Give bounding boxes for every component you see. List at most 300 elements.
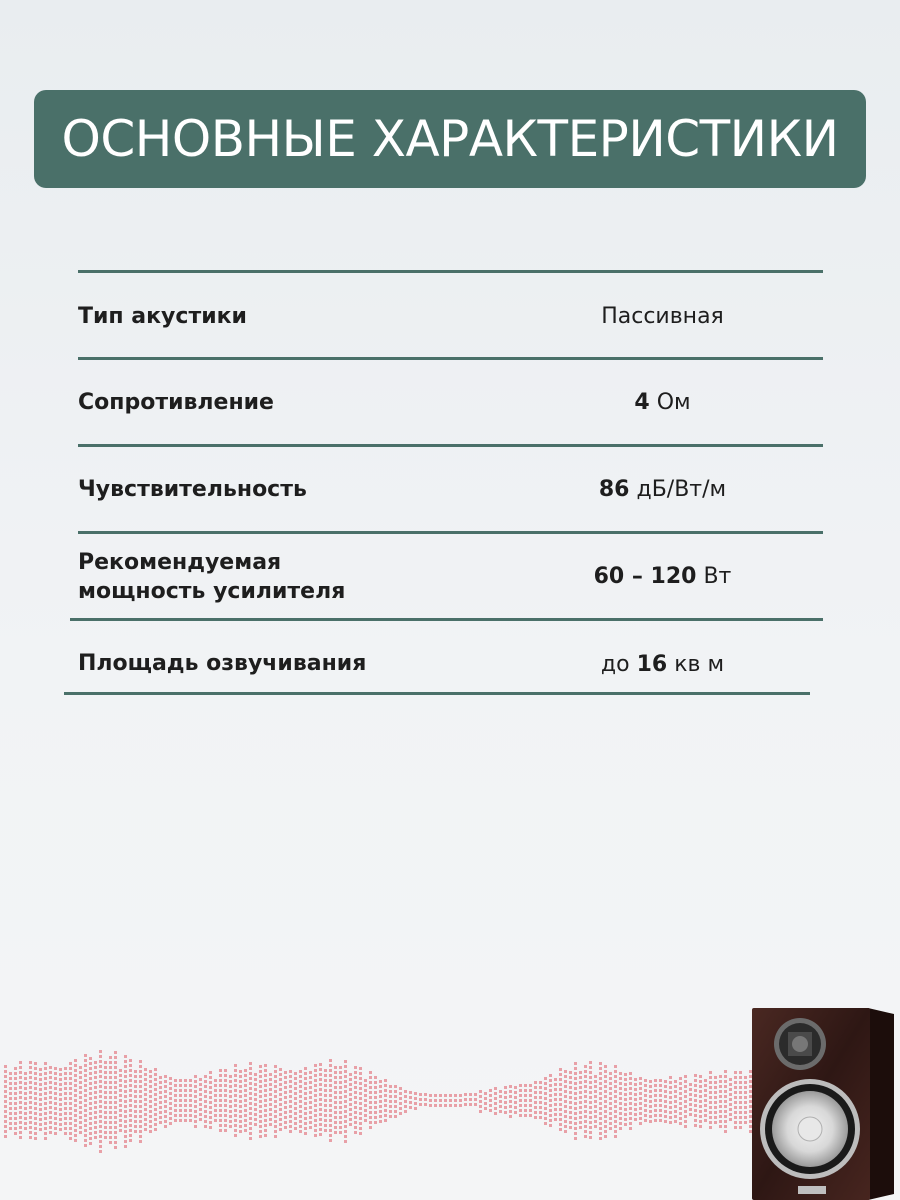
wave-dot: [519, 1089, 522, 1092]
wave-dot: [49, 1081, 52, 1084]
wave-dot: [739, 1101, 742, 1104]
wave-dot: [249, 1122, 252, 1125]
wave-dot: [699, 1110, 702, 1113]
wave-dot: [109, 1126, 112, 1129]
wave-dot: [29, 1061, 32, 1064]
wave-dot: [14, 1132, 17, 1135]
wave-dot: [494, 1087, 497, 1090]
wave-dot: [59, 1103, 62, 1106]
wave-dot: [39, 1078, 42, 1081]
wave-dot: [579, 1106, 582, 1109]
wave-dot: [554, 1088, 557, 1091]
wave-dot: [284, 1076, 287, 1079]
wave-dot: [34, 1092, 37, 1095]
wave-dot: [29, 1116, 32, 1119]
wave-dot: [744, 1086, 747, 1089]
wave-dot: [89, 1067, 92, 1070]
wave-dot: [619, 1072, 622, 1075]
wave-dot: [654, 1099, 657, 1102]
wave-dot: [44, 1077, 47, 1080]
wave-dot: [364, 1104, 367, 1107]
wave-dot: [319, 1103, 322, 1106]
wave-dot: [324, 1104, 327, 1107]
wave-dot: [109, 1096, 112, 1099]
wave-dot: [4, 1070, 7, 1073]
wave-dot: [689, 1103, 692, 1106]
wave-dot: [564, 1105, 567, 1108]
wave-dot: [164, 1080, 167, 1083]
wave-dot: [89, 1137, 92, 1140]
wave-dot: [114, 1056, 117, 1059]
wave-dot: [639, 1117, 642, 1120]
wave-dot: [64, 1077, 67, 1080]
wave-dot: [269, 1073, 272, 1076]
wave-dot: [314, 1084, 317, 1087]
wave-dot: [49, 1091, 52, 1094]
wave-dot: [724, 1120, 727, 1123]
wave-dot: [119, 1124, 122, 1127]
wave-dot: [694, 1089, 697, 1092]
wave-dot: [349, 1093, 352, 1096]
wave-dot: [274, 1110, 277, 1113]
wave-dot: [74, 1104, 77, 1107]
wave-dot: [474, 1103, 477, 1106]
wave-dot: [734, 1076, 737, 1079]
wave-dot: [354, 1071, 357, 1074]
wave-dot: [189, 1089, 192, 1092]
wave-dot: [329, 1099, 332, 1102]
wave-dot: [489, 1099, 492, 1102]
wave-dot: [129, 1139, 132, 1142]
wave-dot: [309, 1101, 312, 1104]
wave-dot: [69, 1127, 72, 1130]
wave-dot: [219, 1079, 222, 1082]
wave-dot: [384, 1114, 387, 1117]
wave-dot: [234, 1109, 237, 1112]
wave-dot: [119, 1084, 122, 1087]
wave-dot: [599, 1112, 602, 1115]
wave-dot: [4, 1065, 7, 1068]
wave-dot: [279, 1123, 282, 1126]
wave-dot: [289, 1115, 292, 1118]
wave-dot: [179, 1099, 182, 1102]
wave-dot: [334, 1076, 337, 1079]
wave-dot: [604, 1070, 607, 1073]
wave-dot: [354, 1106, 357, 1109]
wave-dot: [314, 1069, 317, 1072]
wave-dot: [624, 1118, 627, 1121]
wave-dot: [114, 1141, 117, 1144]
wave-dot: [249, 1102, 252, 1105]
wave-dot: [679, 1117, 682, 1120]
wave-dot: [689, 1088, 692, 1091]
wave-dot: [329, 1089, 332, 1092]
wave-dot: [254, 1103, 257, 1106]
wave-dot: [164, 1085, 167, 1088]
wave-dot: [439, 1099, 442, 1102]
wave-dot: [124, 1095, 127, 1098]
wave-dot: [729, 1103, 732, 1106]
wave-dot: [114, 1066, 117, 1069]
bookshelf-speaker-icon: [748, 1004, 898, 1200]
wave-dot: [354, 1086, 357, 1089]
wave-dot: [14, 1077, 17, 1080]
wave-dot: [584, 1100, 587, 1103]
wave-dot: [694, 1094, 697, 1097]
wave-dot: [29, 1131, 32, 1134]
wave-dot: [594, 1085, 597, 1088]
wave-dot: [89, 1142, 92, 1145]
wave-dot: [264, 1064, 267, 1067]
wave-dot: [509, 1105, 512, 1108]
wave-dot: [79, 1096, 82, 1099]
wave-dot: [294, 1122, 297, 1125]
wave-dot: [389, 1105, 392, 1108]
wave-dot: [144, 1068, 147, 1071]
wave-dot: [179, 1094, 182, 1097]
wave-dot: [454, 1094, 457, 1097]
wave-dot: [209, 1081, 212, 1084]
wave-dot: [684, 1085, 687, 1088]
wave-dot: [539, 1116, 542, 1119]
wave-dot: [644, 1119, 647, 1122]
wave-dot: [44, 1112, 47, 1115]
wave-dot: [559, 1083, 562, 1086]
wave-dot: [289, 1085, 292, 1088]
wave-dot: [249, 1077, 252, 1080]
wave-dot: [104, 1116, 107, 1119]
wave-dot: [164, 1110, 167, 1113]
wave-dot: [534, 1081, 537, 1084]
wave-dot: [359, 1082, 362, 1085]
wave-dot: [564, 1115, 567, 1118]
wave-dot: [594, 1080, 597, 1083]
wave-dot: [294, 1077, 297, 1080]
wave-dot: [484, 1092, 487, 1095]
wave-dot: [219, 1074, 222, 1077]
wave-dot: [84, 1119, 87, 1122]
wave-dot: [239, 1100, 242, 1103]
wave-dot: [344, 1070, 347, 1073]
wave-dot: [574, 1107, 577, 1110]
wave-dot: [304, 1072, 307, 1075]
wave-dot: [74, 1114, 77, 1117]
wave-dot: [549, 1104, 552, 1107]
wave-dot: [229, 1075, 232, 1078]
wave-dot: [19, 1131, 22, 1134]
wave-dot: [344, 1090, 347, 1093]
wave-dot: [139, 1065, 142, 1068]
wave-dot: [104, 1131, 107, 1134]
wave-dot: [354, 1101, 357, 1104]
wave-dot: [684, 1090, 687, 1093]
wave-dot: [34, 1082, 37, 1085]
wave-dot: [229, 1095, 232, 1098]
wave-dot: [339, 1091, 342, 1094]
wave-dot: [254, 1078, 257, 1081]
wave-dot: [639, 1092, 642, 1095]
wave-dot: [254, 1098, 257, 1101]
wave-dot: [179, 1114, 182, 1117]
wave-dot: [344, 1075, 347, 1078]
wave-dot: [109, 1061, 112, 1064]
wave-dot: [504, 1086, 507, 1089]
wave-dot: [179, 1109, 182, 1112]
wave-dot: [44, 1092, 47, 1095]
wave-dot: [709, 1101, 712, 1104]
wave-dot: [639, 1107, 642, 1110]
wave-dot: [24, 1072, 27, 1075]
wave-dot: [134, 1105, 137, 1108]
wave-dot: [394, 1085, 397, 1088]
wave-dot: [589, 1111, 592, 1114]
wave-dot: [344, 1080, 347, 1083]
wave-dot: [674, 1090, 677, 1093]
wave-dot: [354, 1121, 357, 1124]
wave-dot: [114, 1131, 117, 1134]
wave-dot: [504, 1111, 507, 1114]
wave-dot: [299, 1115, 302, 1118]
wave-dot: [604, 1120, 607, 1123]
wave-dot: [334, 1081, 337, 1084]
wave-dot: [24, 1117, 27, 1120]
wave-dot: [189, 1104, 192, 1107]
wave-dot: [314, 1114, 317, 1117]
wave-dot: [424, 1103, 427, 1106]
wave-dot: [624, 1083, 627, 1086]
wave-dot: [424, 1098, 427, 1101]
wave-dot: [89, 1132, 92, 1135]
wave-dot: [69, 1122, 72, 1125]
wave-dot: [599, 1137, 602, 1140]
wave-dot: [604, 1110, 607, 1113]
wave-dot: [44, 1117, 47, 1120]
wave-dot: [694, 1084, 697, 1087]
wave-dot: [9, 1097, 12, 1100]
wave-dot: [674, 1115, 677, 1118]
wave-dot: [644, 1084, 647, 1087]
wave-dot: [614, 1105, 617, 1108]
wave-dot: [209, 1111, 212, 1114]
wave-dot: [554, 1098, 557, 1101]
wave-dot: [509, 1100, 512, 1103]
wave-dot: [49, 1086, 52, 1089]
wave-dot: [59, 1108, 62, 1111]
wave-dot: [559, 1128, 562, 1131]
wave-dot: [139, 1130, 142, 1133]
wave-dot: [674, 1100, 677, 1103]
wave-dot: [84, 1069, 87, 1072]
wave-dot: [704, 1119, 707, 1122]
wave-dot: [739, 1096, 742, 1099]
wave-dot: [354, 1081, 357, 1084]
wave-dot: [34, 1072, 37, 1075]
wave-dot: [284, 1116, 287, 1119]
wave-dot: [504, 1106, 507, 1109]
wave-dot: [604, 1080, 607, 1083]
wave-dot: [719, 1110, 722, 1113]
spec-label-amp-power: Рекомендуемая мощность усилителя: [78, 550, 346, 604]
wave-dot: [334, 1111, 337, 1114]
wave-dot: [204, 1090, 207, 1093]
wave-dot: [569, 1081, 572, 1084]
wave-dot: [349, 1088, 352, 1091]
wave-dot: [299, 1070, 302, 1073]
wave-dot: [224, 1109, 227, 1112]
wave-dot: [334, 1106, 337, 1109]
wave-dot: [289, 1125, 292, 1128]
wave-dot: [79, 1101, 82, 1104]
wave-dot: [309, 1076, 312, 1079]
wave-dot: [369, 1116, 372, 1119]
wave-dot: [104, 1066, 107, 1069]
wave-dot: [329, 1129, 332, 1132]
wave-dot: [89, 1112, 92, 1115]
wave-dot: [129, 1134, 132, 1137]
wave-dot: [514, 1091, 517, 1094]
wave-dot: [744, 1116, 747, 1119]
wave-dot: [179, 1089, 182, 1092]
wave-dot: [584, 1065, 587, 1068]
wave-dot: [89, 1102, 92, 1105]
wave-dot: [689, 1093, 692, 1096]
wave-dot: [579, 1091, 582, 1094]
wave-dot: [669, 1081, 672, 1084]
wave-dot: [379, 1115, 382, 1118]
wave-dot: [709, 1086, 712, 1089]
wave-dot: [234, 1089, 237, 1092]
wave-dot: [279, 1113, 282, 1116]
wave-dot: [564, 1095, 567, 1098]
wave-dot: [49, 1071, 52, 1074]
wave-dot: [89, 1107, 92, 1110]
wave-dot: [89, 1082, 92, 1085]
wave-dot: [134, 1090, 137, 1093]
wave-dot: [339, 1101, 342, 1104]
wave-dot: [344, 1120, 347, 1123]
wave-dot: [134, 1125, 137, 1128]
wave-dot: [79, 1071, 82, 1074]
wave-dot: [629, 1077, 632, 1080]
wave-dot: [259, 1070, 262, 1073]
wave-dot: [14, 1072, 17, 1075]
wave-dot: [614, 1095, 617, 1098]
wave-dot: [574, 1067, 577, 1070]
wave-dot: [534, 1091, 537, 1094]
wave-dot: [544, 1082, 547, 1085]
wave-dot: [334, 1126, 337, 1129]
wave-dot: [509, 1115, 512, 1118]
wave-dot: [289, 1120, 292, 1123]
wave-dot: [704, 1084, 707, 1087]
wave-dot: [164, 1115, 167, 1118]
wave-dot: [584, 1115, 587, 1118]
wave-dot: [404, 1095, 407, 1098]
wave-dot: [559, 1073, 562, 1076]
wave-dot: [314, 1064, 317, 1067]
wave-dot: [104, 1086, 107, 1089]
wave-dot: [629, 1122, 632, 1125]
wave-dot: [274, 1070, 277, 1073]
wave-dot: [599, 1122, 602, 1125]
wave-dot: [624, 1073, 627, 1076]
wave-dot: [614, 1115, 617, 1118]
wave-dot: [99, 1145, 102, 1148]
wave-dot: [64, 1087, 67, 1090]
wave-dot: [574, 1097, 577, 1100]
wave-dot: [634, 1118, 637, 1121]
wave-dot: [219, 1069, 222, 1072]
wave-dot: [529, 1109, 532, 1112]
wave-dot: [289, 1070, 292, 1073]
wave-dot: [149, 1080, 152, 1083]
wave-dot: [549, 1119, 552, 1122]
wave-dot: [319, 1068, 322, 1071]
wave-dot: [139, 1140, 142, 1143]
wave-dot: [54, 1067, 57, 1070]
wave-dot: [199, 1113, 202, 1116]
wave-dot: [324, 1074, 327, 1077]
wave-dot: [629, 1072, 632, 1075]
wave-dot: [284, 1096, 287, 1099]
wave-dot: [739, 1091, 742, 1094]
wave-dot: [119, 1079, 122, 1082]
wave-dot: [384, 1104, 387, 1107]
wave-dot: [614, 1080, 617, 1083]
wave-dot: [299, 1075, 302, 1078]
wave-dot: [164, 1095, 167, 1098]
wave-dot: [719, 1105, 722, 1108]
wave-dot: [39, 1108, 42, 1111]
wave-dot: [289, 1080, 292, 1083]
wave-dot: [124, 1075, 127, 1078]
wave-dot: [114, 1051, 117, 1054]
wave-dot: [619, 1097, 622, 1100]
wave-dot: [264, 1124, 267, 1127]
wave-dot: [304, 1112, 307, 1115]
wave-dot: [174, 1119, 177, 1122]
wave-dot: [609, 1077, 612, 1080]
wave-dot: [419, 1103, 422, 1106]
wave-dot: [559, 1088, 562, 1091]
wave-dot: [329, 1084, 332, 1087]
wave-dot: [634, 1108, 637, 1111]
wave-dot: [44, 1082, 47, 1085]
wave-dot: [729, 1083, 732, 1086]
wave-dot: [644, 1089, 647, 1092]
wave-dot: [559, 1098, 562, 1101]
wave-dot: [734, 1086, 737, 1089]
wave-dot: [634, 1093, 637, 1096]
wave-dot: [329, 1064, 332, 1067]
wave-dot: [664, 1095, 667, 1098]
wave-dot: [94, 1116, 97, 1119]
wave-dot: [294, 1102, 297, 1105]
wave-dot: [589, 1061, 592, 1064]
wave-dot: [34, 1107, 37, 1110]
wave-dot: [379, 1120, 382, 1123]
wave-dot: [409, 1096, 412, 1099]
wave-dot: [324, 1094, 327, 1097]
wave-dot: [719, 1090, 722, 1093]
wave-dot: [319, 1063, 322, 1066]
wave-dot: [319, 1128, 322, 1131]
wave-dot: [224, 1094, 227, 1097]
wave-dot: [189, 1119, 192, 1122]
wave-dot: [334, 1116, 337, 1119]
wave-dot: [734, 1111, 737, 1114]
wave-dot: [359, 1092, 362, 1095]
